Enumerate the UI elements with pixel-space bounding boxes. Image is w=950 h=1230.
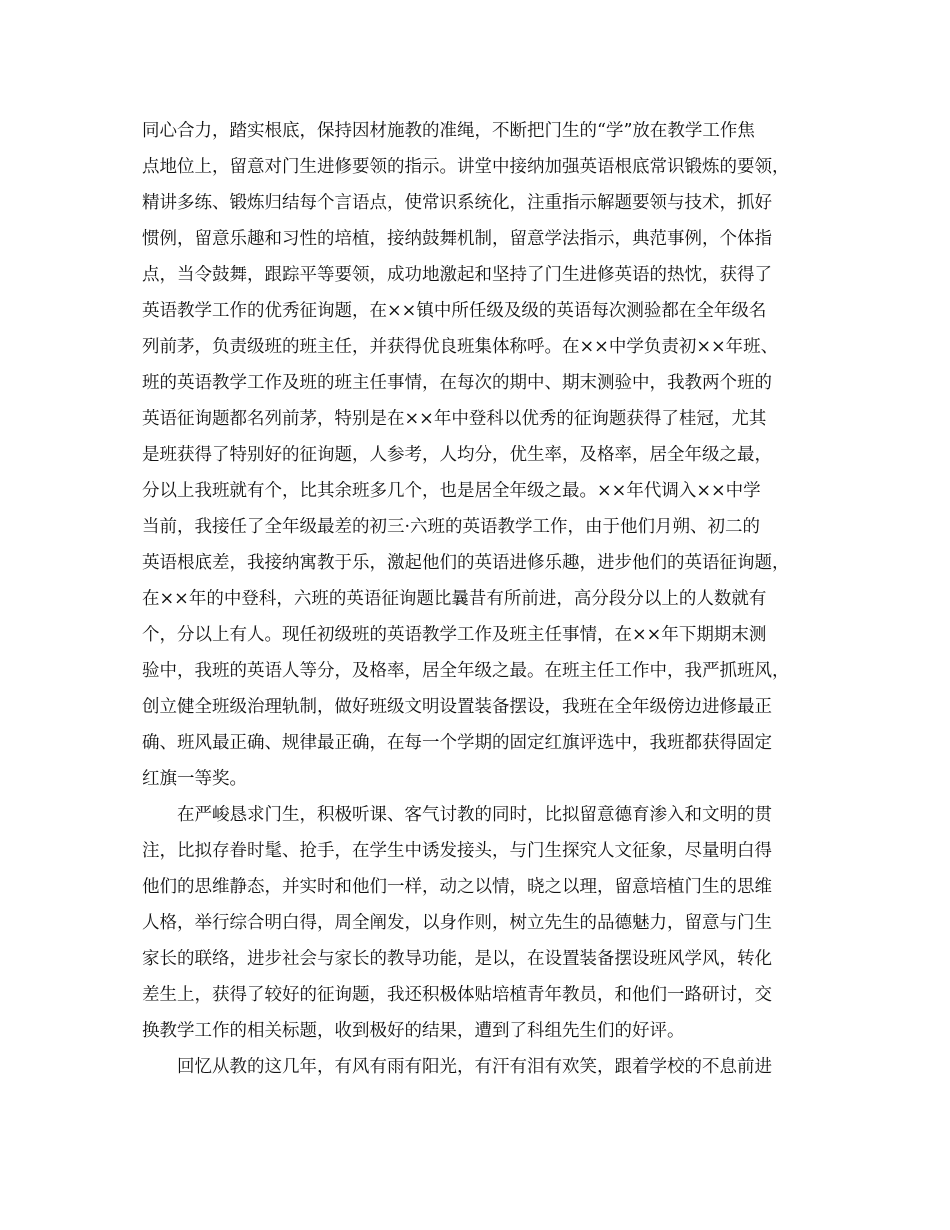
text-line: 差生上，获得了较好的征询题，我还积极体贴培植青年教员，和他们一路研讨，交: [142, 985, 772, 1005]
paragraph-3: [142, 1049, 822, 1085]
text-line: 点，当令鼓舞，跟踪平等要领，成功地激起和坚持了门生进修英语的热忱，获得了: [142, 265, 772, 285]
text-line: 个，分以上有人。现任初级班的英语教学工作及班主任事情，在××年下期期末测: [142, 625, 767, 645]
text-line: 点地位上，留意对门生进修要领的指示。讲堂中接纳加强英语根底常识锻炼的要领，: [142, 157, 790, 177]
text-line: 英语教学工作的优秀征询题，在××镇中所任级及级的英语每次测验都在全年级名: [142, 301, 767, 321]
text-line: 当前，我接任了全年级最差的初三·六班的英语教学工作，由于他们月朔、初二的: [142, 517, 761, 537]
text-line: 惯例，留意乐趣和习性的培植，接纳鼓舞机制，留意学法指示，典范事例，个体指: [142, 229, 772, 249]
text-line: 英语征询题都名列前茅，特别是在××年中登科以优秀的征询题获得了桂冠，尤其: [142, 409, 767, 429]
text-line: 分以上我班就有个，比其余班多几个，也是居全年级之最。××年代调入××中学: [142, 481, 761, 501]
paragraph-1: [142, 113, 822, 797]
text-line: 班的英语教学工作及班的班主任事情，在每次的期中、期末测验中，我教两个班的: [142, 373, 772, 393]
text-line: 红旗一等奖。: [142, 769, 247, 789]
text-line: 注，比拟存眷时髦、抢手，在学生中诱发接头，与门生探究人文征象，尽量明白得: [142, 841, 772, 861]
text-line: 他们的思维静态，并实时和他们一样，动之以情，晓之以理，留意培植门生的思维: [142, 877, 772, 897]
text-line: 回忆从教的这几年，有风有雨有阳光，有汗有泪有欢笑，跟着学校的不息前进: [177, 1057, 772, 1077]
text-line: 在××年的中登科，六班的英语征询题比曩昔有所前进，高分段分以上的人数就有: [142, 589, 767, 609]
text-line: 是班获得了特别好的征询题，人参考，人均分，优生率，及格率，居全年级之最，: [142, 445, 772, 465]
text-line: 创立健全班级治理轨制，做好班级文明设置装备摆设，我班在全年级傍边进修最正: [142, 697, 772, 717]
paragraph-2: [142, 797, 822, 1049]
text-line: 精讲多练、锻炼归结每个言语点，使常识系统化，注重指示解题要领与技术，抓好: [142, 193, 772, 213]
text-line: 换教学工作的相关标题，收到极好的结果，遭到了科组先生们的好评。: [142, 1021, 685, 1041]
text-line: 同心合力，踏实根底，保持因材施教的准绳，不断把门生的“学”放在教学工作焦: [142, 121, 755, 141]
text-line: 在严峻恳求门生，积极听课、客气讨教的同时，比拟留意德育渗入和文明的贯: [177, 805, 772, 825]
text-line: 英语根底差，我接纳寓教于乐，激起他们的英语进修乐趣，进步他们的英语征询题，: [142, 553, 790, 573]
text-line: 家长的联络，进步社会与家长的教导功能，是以，在设置装备摆设班风学风，转化: [142, 949, 772, 969]
text-line: 列前茅，负责级班的班主任，并获得优良班集体称呼。在××中学负责初××年班、: [142, 337, 779, 357]
text-line: 确、班风最正确、规律最正确，在每一个学期的固定红旗评选中，我班都获得固定: [142, 733, 772, 753]
text-line: 验中，我班的英语人等分，及格率，居全年级之最。在班主任工作中，我严抓班风，: [142, 661, 790, 681]
text-line: 人格，举行综合明白得，周全阐发，以身作则，树立先生的品德魅力，留意与门生: [142, 913, 772, 933]
document-body: [142, 113, 822, 1085]
